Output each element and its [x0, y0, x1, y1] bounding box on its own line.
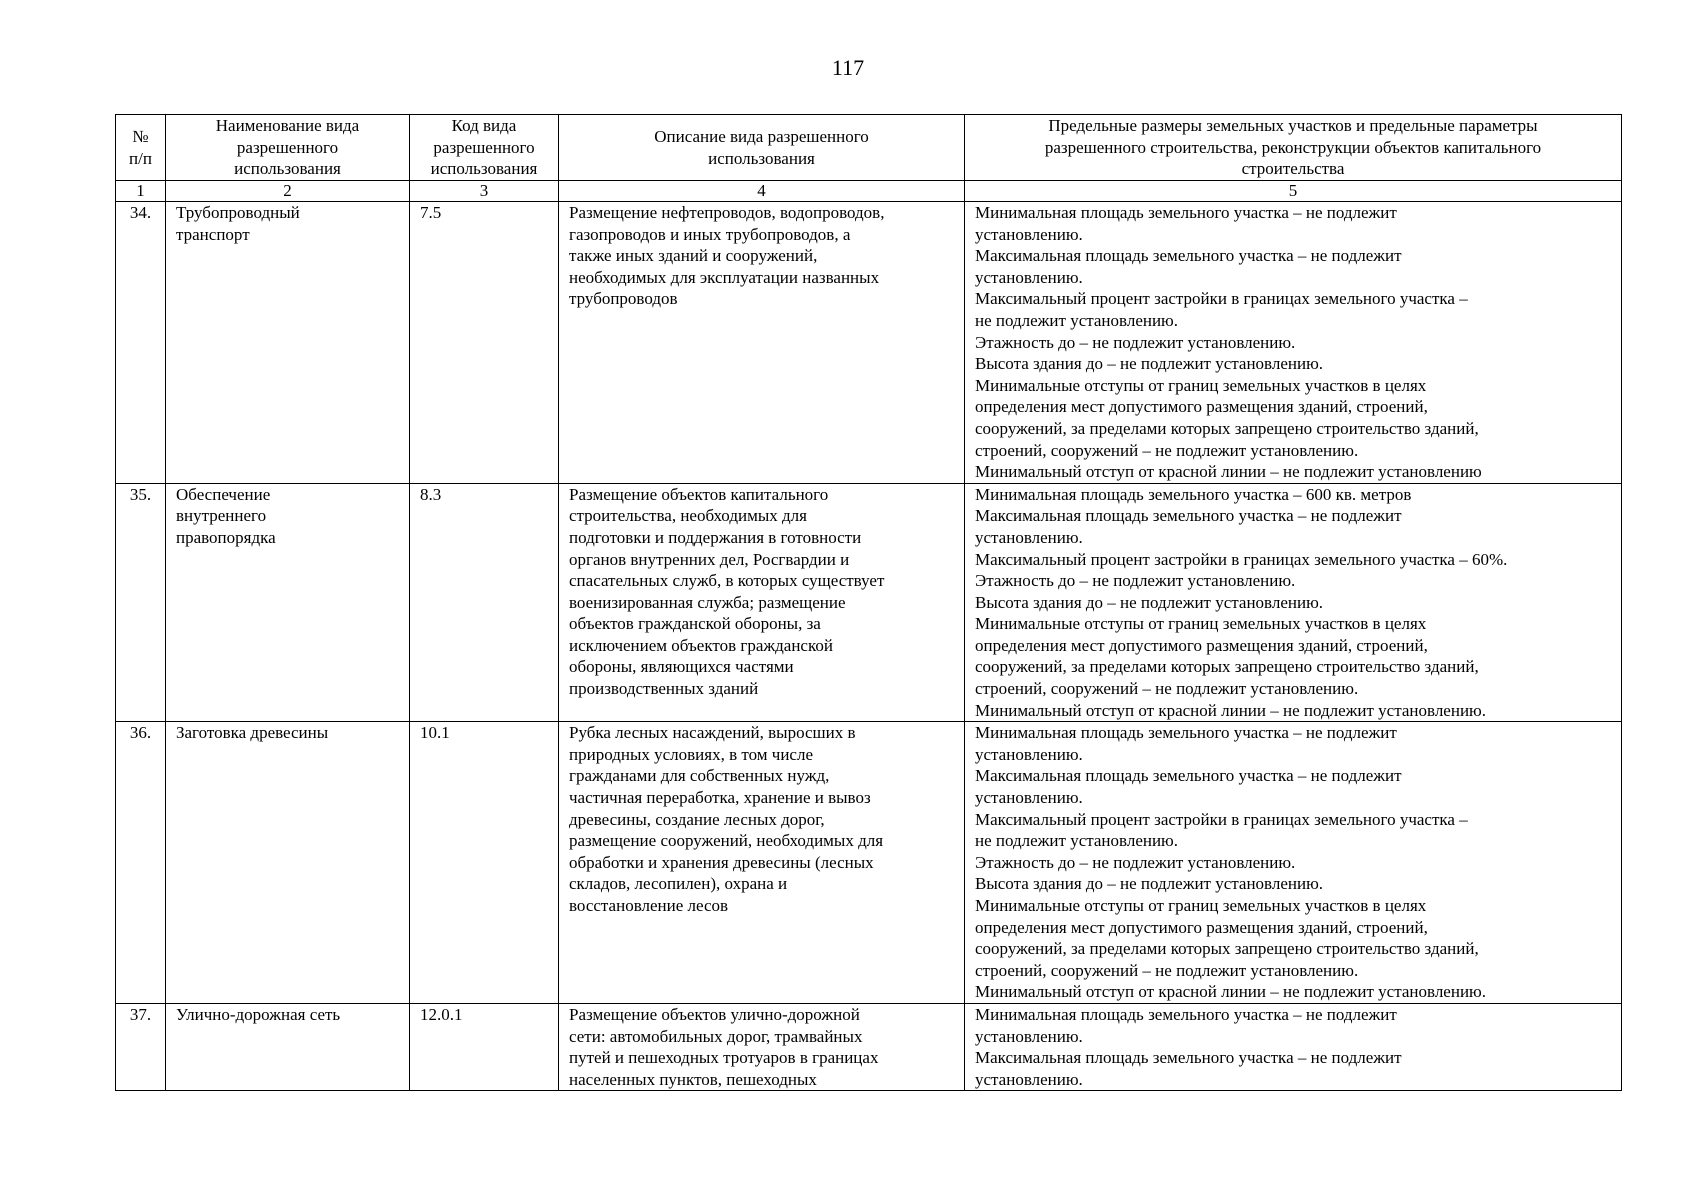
row-description-line: объектов гражданской обороны, за [569, 614, 821, 634]
row-params-line: Минимальный отступ от красной линии – не подлежит установлению [975, 462, 1482, 482]
row-name [166, 1003, 410, 1090]
row-description-line: необходимых для эксплуатации названных [569, 267, 880, 287]
row-description-line: складов, лесопилен), охрана и [569, 874, 788, 894]
row-description [559, 1003, 965, 1090]
row-params [965, 483, 1622, 722]
row-description-line: Рубка лесных насаждений, выросших в [569, 723, 856, 743]
row-params-line: установлению. [975, 527, 1083, 547]
table-header-row [116, 115, 1622, 181]
row-description-line: военизированная служба; размещение [569, 592, 846, 612]
row-name-line: Улично-дорожная сеть [176, 1004, 341, 1024]
row-description-line: населенных пунктов, пешеходных [569, 1069, 817, 1089]
row-params-line: сооружений, за пределами которых запрещено строительство зданий, [975, 939, 1479, 959]
table-body [116, 202, 1622, 1091]
row-params-line: Максимальный процент застройки в границах земельного участка – [975, 809, 1468, 829]
row-description-line: спасательных служб, в которых существует [569, 571, 885, 591]
row-params [965, 722, 1622, 1004]
row-params-line: определения мест допустимого размещения зданий, строений, [975, 635, 1428, 655]
row-name-line: правопорядка [176, 527, 276, 547]
row-params-line: Высота здания до – не подлежит установлению. [975, 874, 1324, 894]
row-description-line: обработки и хранения древесины (лесных [569, 852, 874, 872]
row-description-line: обороны, являющихся частями [569, 657, 794, 677]
row-name-line: транспорт [176, 224, 250, 244]
row-params-line: Минимальные отступы от границ земельных участков в целях [975, 375, 1427, 395]
row-description-line: газопроводов и иных трубопроводов, а [569, 224, 851, 244]
row-description-line: также иных зданий и сооружений, [569, 246, 818, 266]
column-number: 5 [965, 181, 1622, 202]
row-name-line: Трубопроводный [176, 203, 300, 222]
row-description-line: сети: автомобильных дорог, трамвайных [569, 1026, 863, 1046]
row-params-line: Максимальная площадь земельного участка – не подлежит [975, 1048, 1402, 1068]
row-description-line: природных условиях, в том числе [569, 744, 813, 764]
row-params-line: установлению. [975, 224, 1083, 244]
row-description-line: производственных зданий [569, 679, 759, 699]
row-description-line: трубопроводов [569, 289, 678, 309]
row-description-line: восстановление лесов [569, 896, 729, 915]
row-description-line: Размещение объектов капитального [569, 484, 829, 504]
page-number: 117 [831, 55, 865, 80]
row-params-line: Высота здания до – не подлежит установлению. [975, 354, 1324, 374]
row-params-line: строений, сооружений – не подлежит установлению. [975, 440, 1359, 460]
row-description-line: частичная переработка, хранение и вывоз [569, 788, 871, 808]
row-description-line: Размещение объектов улично-дорожной [569, 1004, 860, 1024]
row-description [559, 202, 965, 484]
row-params-line: Минимальные отступы от границ земельных участков в целях [975, 896, 1427, 915]
header-name: Наименование вида разрешенного использования [166, 115, 410, 181]
row-params-line: Максимальный процент застройки в границах земельного участка – [975, 289, 1468, 309]
row-params-line: Этажность до – не подлежит установлению. [975, 852, 1296, 872]
column-number: 4 [559, 181, 965, 202]
row-params-line: сооружений, за пределами которых запрещено строительство зданий, [975, 418, 1479, 438]
row-params-line: строений, сооружений – не подлежит установлению. [975, 960, 1359, 980]
row-code: 7.5 [410, 202, 559, 484]
row-params [965, 1003, 1622, 1090]
row-name [166, 202, 410, 484]
header-params: Предельные размеры земельных участков и предельные параметры разрешенного строительства, реконструкции объектов капитального строительства [965, 115, 1622, 181]
row-params-line: сооружений, за пределами которых запрещено строительство зданий, [975, 657, 1479, 677]
row-number: 36. [116, 722, 166, 1004]
row-code: 8.3 [410, 483, 559, 722]
row-code: 10.1 [410, 722, 559, 1004]
table-row [116, 1003, 1622, 1090]
row-name-line: внутреннего [176, 506, 267, 526]
column-number: 1 [116, 181, 166, 202]
row-params-line: Минимальная площадь земельного участка – не подлежит [975, 203, 1397, 222]
row-description-line: размещение сооружений, необходимых для [569, 831, 884, 851]
row-description-line: подготовки и поддержания в готовности [569, 527, 862, 547]
row-name [166, 722, 410, 1004]
land-use-table [115, 114, 1622, 1091]
row-params-line: определения мест допустимого размещения зданий, строений, [975, 917, 1428, 937]
column-number-row [116, 181, 1622, 202]
column-number: 2 [166, 181, 410, 202]
header-num: № п/п [116, 115, 166, 181]
header-code: Код вида разрешенного использования [410, 115, 559, 181]
row-name-line: Заготовка древесины [176, 723, 329, 743]
row-name-line: Обеспечение [176, 484, 271, 504]
row-number: 34. [116, 202, 166, 484]
row-name [166, 483, 410, 722]
table-row [116, 202, 1622, 484]
row-params-line: установлению. [975, 744, 1083, 764]
row-params-line: Минимальные отступы от границ земельных участков в целях [975, 614, 1427, 634]
row-number: 35. [116, 483, 166, 722]
row-description [559, 483, 965, 722]
row-params-line: установлению. [975, 267, 1083, 287]
row-params-line: Этажность до – не подлежит установлению. [975, 571, 1296, 591]
row-params-line: установлению. [975, 1069, 1083, 1089]
row-params-line: Минимальный отступ от красной линии – не подлежит установлению. [975, 700, 1486, 720]
row-params-line: строений, сооружений – не подлежит установлению. [975, 679, 1359, 699]
table-row [116, 483, 1622, 722]
row-description-line: Размещение нефтепроводов, водопроводов, [569, 203, 885, 222]
row-params-line: определения мест допустимого размещения зданий, строений, [975, 397, 1428, 417]
row-params-line: Максимальная площадь земельного участка – не подлежит [975, 766, 1402, 786]
row-description [559, 722, 965, 1004]
table-row [116, 722, 1622, 1004]
row-params-line: установлению. [975, 788, 1083, 808]
row-code: 12.0.1 [410, 1003, 559, 1090]
row-description-line: путей и пешеходных тротуаров в границах [569, 1048, 879, 1068]
row-params-line: Минимальная площадь земельного участка – не подлежит [975, 723, 1397, 743]
row-description-line: органов внутренних дел, Росгвардии и [569, 549, 850, 569]
row-params-line: Высота здания до – не подлежит установлению. [975, 592, 1324, 612]
row-description-line: древесины, создание лесных дорог, [569, 809, 825, 829]
row-params-line: Минимальная площадь земельного участка – 600 кв. метров [975, 484, 1412, 504]
row-description-line: строительства, необходимых для [569, 506, 807, 526]
header-description: Описание вида разрешенного использования [559, 115, 965, 181]
row-params-line: Минимальная площадь земельного участка – не подлежит [975, 1004, 1397, 1024]
row-description-line: гражданами для собственных нужд, [569, 766, 830, 786]
row-params-line: Минимальный отступ от красной линии – не подлежит установлению. [975, 982, 1486, 1002]
row-params-line: не подлежит установлению. [975, 831, 1179, 851]
row-params-line: Максимальный процент застройки в границах земельного участка – 60%. [975, 549, 1508, 569]
column-number: 3 [410, 181, 559, 202]
row-params-line: установлению. [975, 1026, 1083, 1046]
row-params [965, 202, 1622, 484]
row-description-line: исключением объектов гражданской [569, 635, 833, 655]
row-params-line: не подлежит установлению. [975, 310, 1179, 330]
row-params-line: Максимальная площадь земельного участка – не подлежит [975, 506, 1402, 526]
row-number: 37. [116, 1003, 166, 1090]
row-params-line: Этажность до – не подлежит установлению. [975, 332, 1296, 352]
row-params-line: Максимальная площадь земельного участка – не подлежит [975, 246, 1402, 266]
